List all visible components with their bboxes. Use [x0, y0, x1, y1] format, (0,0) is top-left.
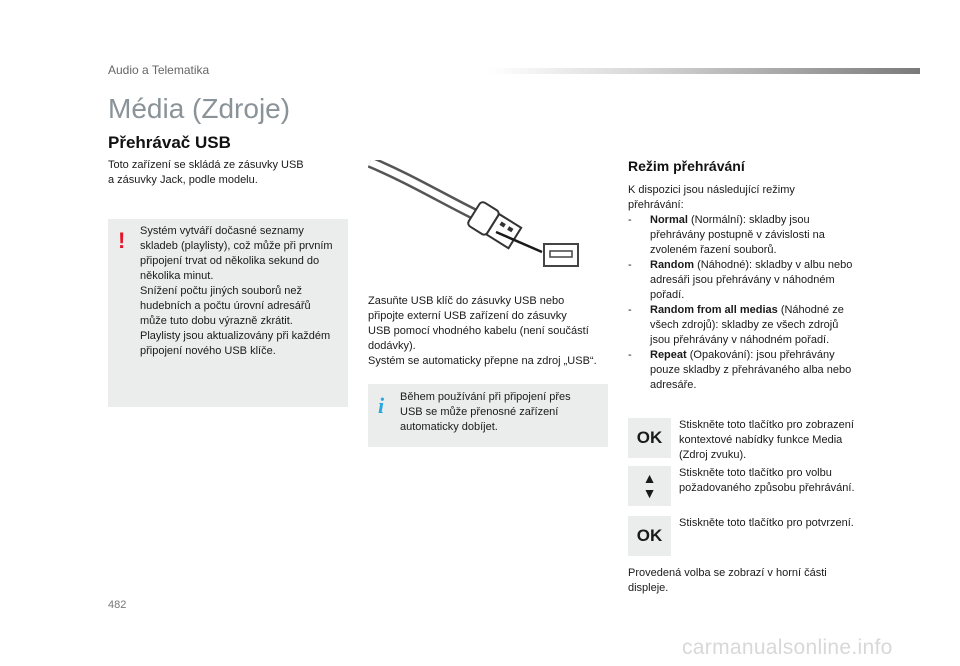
- warning-line: Playlisty jsou aktualizovány při každém: [140, 330, 331, 342]
- ok-confirm-text: [679, 516, 869, 531]
- mode-name: Repeat: [650, 349, 687, 361]
- arrow-up-icon: ▲: [642, 470, 657, 486]
- mode-desc: zvoleném řazení souborů.: [650, 244, 777, 256]
- connect-line: Systém se automaticky přepne na zdroj „USB“.: [368, 355, 597, 367]
- header-rule: [488, 68, 920, 74]
- list-dash: -: [628, 304, 632, 316]
- warning-line: několika minut.: [140, 270, 214, 282]
- warning-line: připojení nového USB klíče.: [140, 345, 276, 357]
- list-dash: -: [628, 259, 632, 271]
- warning-line: připojení trvat od několika sekund do: [140, 255, 320, 267]
- warning-icon: !: [118, 228, 126, 253]
- warning-text: [140, 224, 344, 359]
- list-dash: -: [628, 349, 632, 361]
- watermark: carmanualsonline.info: [682, 636, 893, 659]
- mode-random: [628, 258, 868, 303]
- warning-line: Snížení počtu jiných souborů než: [140, 285, 303, 297]
- usb-intro: [108, 158, 338, 188]
- button-desc-line: Stiskněte toto tlačítko pro zobrazení: [679, 419, 854, 431]
- footer-note: [628, 566, 858, 596]
- up-down-arrows-icon: [628, 466, 671, 506]
- button-desc-line: kontextové nabídky funkce Media: [679, 434, 843, 446]
- connect-line: USB pomocí vhodného kabelu (není součástí: [368, 325, 589, 337]
- warning-line: hudebních a počtu úrovní adresářů: [140, 300, 311, 312]
- connect-line: dodávky).: [368, 340, 416, 352]
- mode-normal: [628, 213, 868, 258]
- button-desc-line: Stiskněte toto tlačítko pro potvrzení.: [679, 517, 854, 529]
- warning-line: Systém vytváří dočasné seznamy: [140, 225, 304, 237]
- mode-name: Random from all medias: [650, 304, 778, 316]
- mode-desc: přehrávány postupně v závislosti na: [650, 229, 825, 241]
- connect-instructions: [368, 294, 608, 369]
- info-line: automaticky dobíjet.: [400, 421, 498, 433]
- footer-line: displeje.: [628, 582, 669, 594]
- mode-desc: adresáři jsou přehrávány v náhodném: [650, 274, 835, 286]
- info-line: USB se může přenosné zařízení: [400, 406, 559, 418]
- mode-name: Normal: [650, 214, 688, 226]
- mode-desc: pořadí.: [650, 289, 685, 301]
- info-line: Během používání při připojení přes: [400, 391, 571, 403]
- usb-section-title: Přehrávač USB: [108, 133, 231, 152]
- mode-desc: pouze skladby z přehrávaného alba nebo: [650, 364, 852, 376]
- page-title: Média (Zdroje): [108, 93, 291, 124]
- mode-desc: (Opakování): jsou přehrávány: [689, 349, 835, 361]
- mode-desc: jsou přehrávány v náhodném pořadí.: [650, 334, 830, 346]
- button-desc-line: požadovaného způsobu přehrávání.: [679, 482, 855, 494]
- warning-line: skladeb (playlisty), což může při prvním: [140, 240, 333, 252]
- ok-menu-text: [679, 418, 869, 463]
- mode-name: Random: [650, 259, 694, 271]
- header-section-label: Audio a Telematika: [108, 63, 210, 77]
- playback-mode-list: [628, 213, 868, 393]
- connect-line: připojte externí USB zařízení do zásuvky: [368, 310, 567, 322]
- footer-line: Provedená volba se zobrazí v horní části: [628, 567, 827, 579]
- playback-intro-line: K dispozici jsou následující režimy: [628, 184, 795, 196]
- page-number: 482: [108, 599, 127, 611]
- info-note: [368, 384, 608, 447]
- ok-button-icon: OK: [628, 516, 671, 556]
- mode-desc: (Náhodné): skladby v albu nebo: [697, 259, 853, 271]
- button-desc-line: (Zdroj zvuku).: [679, 449, 747, 461]
- list-dash: -: [628, 214, 632, 226]
- usb-plug-illustration: [368, 160, 590, 270]
- playback-title: Režim přehrávání: [628, 158, 745, 174]
- mode-desc: (Náhodné ze: [780, 304, 844, 316]
- info-text: [400, 390, 604, 435]
- arrow-down-icon: ▼: [642, 485, 657, 501]
- usb-intro-line: Toto zařízení se skládá ze zásuvky USB: [108, 159, 304, 171]
- usb-socket-icon: [544, 244, 578, 266]
- warning-note: [108, 219, 348, 407]
- connect-line: Zasuňte USB klíč do zásuvky USB nebo: [368, 295, 565, 307]
- playback-intro: [628, 183, 858, 213]
- mode-desc: (Normální): skladby jsou: [690, 214, 810, 226]
- mode-random-all: [628, 303, 868, 348]
- warning-line: může tuto dobu výrazně zkrátit.: [140, 315, 293, 327]
- usb-intro-line: a zásuvky Jack, podle modelu.: [108, 174, 258, 186]
- button-desc-line: Stiskněte toto tlačítko pro volbu: [679, 467, 832, 479]
- mode-desc: adresáře.: [650, 379, 697, 391]
- ok-button-icon: OK: [628, 418, 671, 458]
- playback-intro-line: přehrávání:: [628, 199, 684, 211]
- mode-desc: všech zdrojů): skladby ze všech zdrojů: [650, 319, 839, 331]
- info-icon: i: [378, 393, 385, 418]
- arrows-text: [679, 466, 869, 496]
- mode-repeat: [628, 348, 868, 393]
